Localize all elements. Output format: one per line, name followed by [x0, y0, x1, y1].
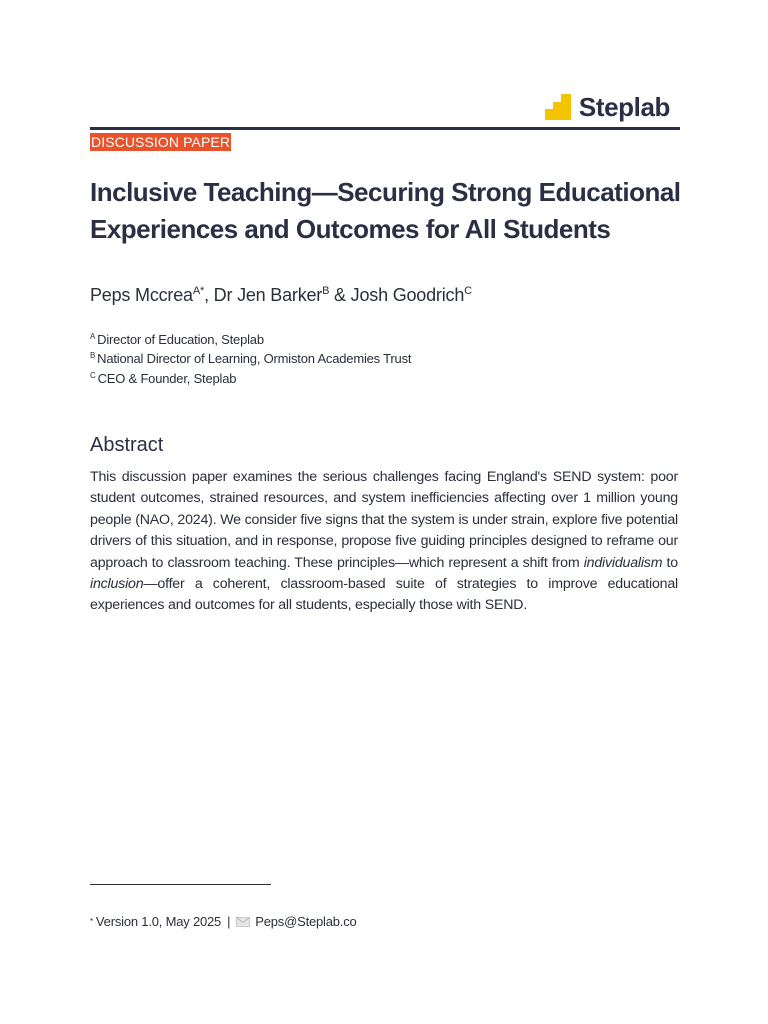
footnote-separator: | [227, 914, 231, 929]
abstract-emphasis: individualism [583, 554, 663, 571]
email-link[interactable]: Peps@Steplab.co [255, 914, 357, 929]
affiliation-item [90, 351, 411, 367]
author-list [90, 283, 472, 307]
abstract-text-part: —offer a coherent, classroom-based suite of strategies to improve educational experiences and outcomes for all students, especially those with SEND. [90, 576, 678, 614]
logo-step-high [561, 94, 571, 120]
abstract-text [90, 467, 678, 617]
abstract-text-part: This discussion paper examines the serious challenges facing England's SEND system: poor student outcomes, strained resources, and system inefficiencies affecting over 1 million young people (NAO, 2024). We consider five signs that the system is under strain, explore five potential drivers of this situation, and in response, propose five guiding principles designed to reframe our approach to classroom teaching. These principles—which represent a shift from [90, 469, 678, 571]
affiliation-item [90, 371, 236, 387]
affiliation-letter: C [90, 371, 96, 380]
logo-step-low [545, 109, 554, 120]
affiliation-text: National Director of Learning, Ormiston Academies Trust [97, 351, 412, 366]
brand-name: Steplab [578, 92, 670, 122]
affiliation-text: CEO & Founder, Steplab [97, 371, 237, 386]
author-separator: & [329, 285, 351, 305]
footnote-rule [90, 884, 271, 885]
affiliation-item [90, 332, 264, 348]
version-info: Version 1.0, May 2025 [95, 914, 222, 929]
abstract-text-part: to [662, 554, 678, 571]
author-affiliation-marker: C [464, 285, 472, 297]
logo-step-mid [553, 102, 562, 120]
affiliation-letter: B [90, 351, 96, 360]
mail-icon [236, 917, 250, 927]
header-rule [90, 127, 680, 130]
abstract-emphasis: inclusion [90, 576, 144, 593]
author-affiliation-marker: B [322, 285, 330, 297]
paper-title: Inclusive Teaching—Securing Strong Educational Experiences and Outcomes for All Students [90, 177, 681, 244]
paper-type-tag: DISCUSSION PAPER [91, 134, 231, 150]
brand-logo [545, 92, 670, 122]
affiliation-text: Director of Education, Steplab [97, 332, 264, 347]
affiliation-letter: A [90, 332, 96, 341]
author-name: Peps Mccrea [90, 285, 193, 305]
author-name: Josh Goodrich [350, 285, 465, 305]
steplab-logo-icon [545, 94, 571, 120]
author-separator: , [204, 285, 214, 305]
author-name: Dr Jen Barker [213, 285, 323, 305]
footnote: * Version 1.0, May 2025 | Peps@Steplab.co [90, 914, 357, 929]
author-affiliation-marker: A* [192, 285, 205, 297]
abstract-heading: Abstract [90, 434, 164, 456]
